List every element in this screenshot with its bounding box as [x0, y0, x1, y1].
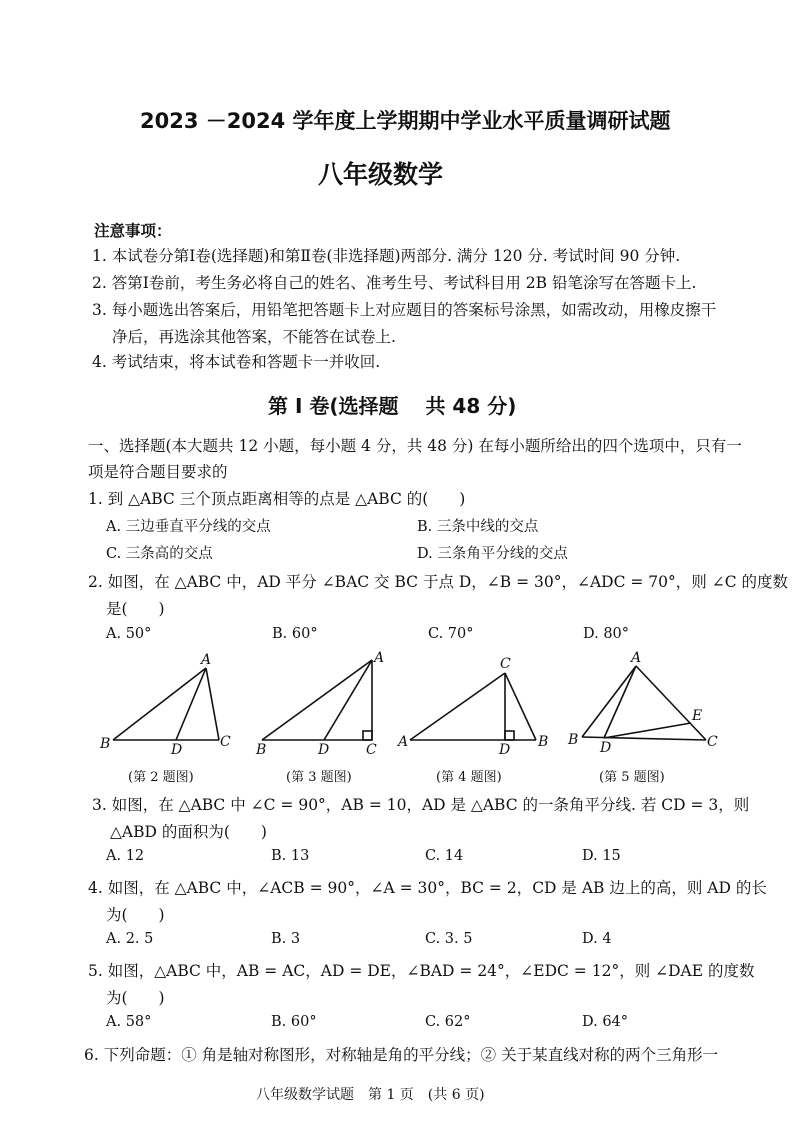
q5-stem-line1: 5. 如图，△ABC 中，AB = AC，AD = DE，∠BAD = 24°，∠EDC = 12°，则 ∠DAE 的度数 [88, 962, 755, 980]
fig5-label-c: C [707, 734, 718, 750]
q1-stem: 1. 到 △ABC 三个顶点距离相等的点是 △ABC 的( ) [88, 490, 466, 508]
q3-stem-line1: 3. 如图，在 △ABC 中 ∠C = 90°，AB = 10，AD 是 △ABC 的一条角平分线. 若 CD = 3，则 [92, 796, 750, 814]
q2-option-a: A. 50° [106, 626, 152, 642]
q4-stem-line2: 为( ) [106, 906, 165, 924]
q4-option-b: B. 3 [271, 931, 301, 947]
notes-item-1: 1. 本试卷分第Ⅰ卷(选择题)和第Ⅱ卷(非选择题)两部分. 满分 120 分. 考试时间 90 分钟. [92, 247, 681, 265]
q5-option-c: C. 62° [425, 1014, 471, 1030]
section-intro-line2: 项是符合题目要求的 [88, 463, 228, 481]
fig4-label-d: D [499, 742, 511, 758]
q2-stem-line2: 是( ) [106, 600, 165, 618]
fig5-label-a: A [631, 650, 642, 666]
notes-item-4: 4. 考试结束，将本试卷和答题卡一并收回. [92, 353, 381, 371]
q2-option-b: B. 60° [272, 626, 318, 642]
q3-stem-line2: △ABD 的面积为( ) [110, 823, 267, 841]
fig2-label-b: B [100, 736, 111, 752]
notes-item-2: 2. 答第Ⅰ卷前，考生务必将自己的姓名、准考生号、考试科目用 2B 铅笔涂写在答题卡上. [92, 274, 697, 292]
notes-item-3-cont: 净后，再选涂其他答案，不能答在试卷上. [112, 328, 396, 346]
section-intro-line1: 一、选择题(本大题共 12 小题，每小题 4 分，共 48 分) 在每小题所给出的四个选项中，只有一 [88, 437, 742, 455]
fig2-label-d: D [171, 742, 183, 758]
q1-option-a: A. 三边垂直平分线的交点 [106, 519, 271, 535]
q4-stem-line1: 4. 如图，在 △ABC 中，∠ACB = 90°，∠A = 30°，BC = 2，CD 是 AB 边上的高，则 AD 的长 [88, 879, 767, 897]
q5-option-d: D. 64° [582, 1014, 629, 1030]
q3-option-c: C. 14 [425, 848, 464, 864]
q1-option-b: B. 三条中线的交点 [417, 519, 539, 535]
fig3-label-c: C [366, 742, 377, 758]
notes-item-3: 3. 每小题选出答案后，用铅笔把答题卡上对应题目的答案标号涂黑，如需改动，用橡皮擦干 [92, 301, 717, 319]
q1-option-d: D. 三条角平分线的交点 [417, 546, 568, 562]
q5-stem-line2: 为( ) [106, 989, 165, 1007]
fig2-caption: (第 2 题图) [128, 770, 194, 785]
fig4-label-a: A [398, 734, 409, 750]
fig4-caption: (第 4 题图) [436, 770, 502, 785]
q2-option-c: C. 70° [428, 626, 474, 642]
q2-option-d: D. 80° [583, 626, 630, 642]
q6-stem-line1: 6. 下列命题：① 角是轴对称图形，对称轴是角的平分线；② 关于某直线对称的两个三角形一 [84, 1046, 719, 1064]
q3-option-b: B. 13 [271, 848, 310, 864]
fig3-caption: (第 3 题图) [286, 770, 352, 785]
fig3-label-d: D [318, 742, 330, 758]
page-footer: 八年级数学试题 第 1 页 (共 6 页) [256, 1087, 485, 1103]
fig5-label-d: D [600, 740, 612, 756]
exam-title: 2023 －2024 学年度上学期期中学业水平质量调研试题 [140, 109, 671, 133]
q4-option-a: A. 2. 5 [106, 931, 154, 947]
q4-option-c: C. 3. 5 [425, 931, 473, 947]
notes-heading: 注意事项： [94, 221, 172, 240]
fig2-label-a: A [201, 652, 212, 668]
q2-stem-line1: 2. 如图，在 △ABC 中，AD 平分 ∠BAC 交 BC 于点 D，∠B = 30°，∠ADC = 70°，则 ∠C 的度数 [88, 573, 788, 591]
fig5-label-e: E [692, 708, 703, 724]
fig3-label-b: B [256, 742, 267, 758]
q3-option-a: A. 12 [106, 848, 145, 864]
q5-option-a: A. 58° [106, 1014, 152, 1030]
q3-option-d: D. 15 [582, 848, 621, 864]
fig5-caption: (第 5 题图) [599, 770, 665, 785]
geometry-figures [0, 640, 794, 790]
q4-option-d: D. 4 [582, 931, 612, 947]
fig5-label-b: B [568, 732, 579, 748]
fig2-label-c: C [220, 734, 231, 750]
q5-option-b: B. 60° [271, 1014, 317, 1030]
fig3-label-a: A [374, 650, 385, 666]
section-heading: 第 Ⅰ 卷(选择题 共 48 分) [268, 394, 517, 418]
q1-option-c: C. 三条高的交点 [106, 546, 213, 562]
fig4-label-c: C [500, 656, 511, 672]
fig4-label-b: B [538, 734, 549, 750]
exam-subtitle: 八年级数学 [318, 160, 444, 189]
